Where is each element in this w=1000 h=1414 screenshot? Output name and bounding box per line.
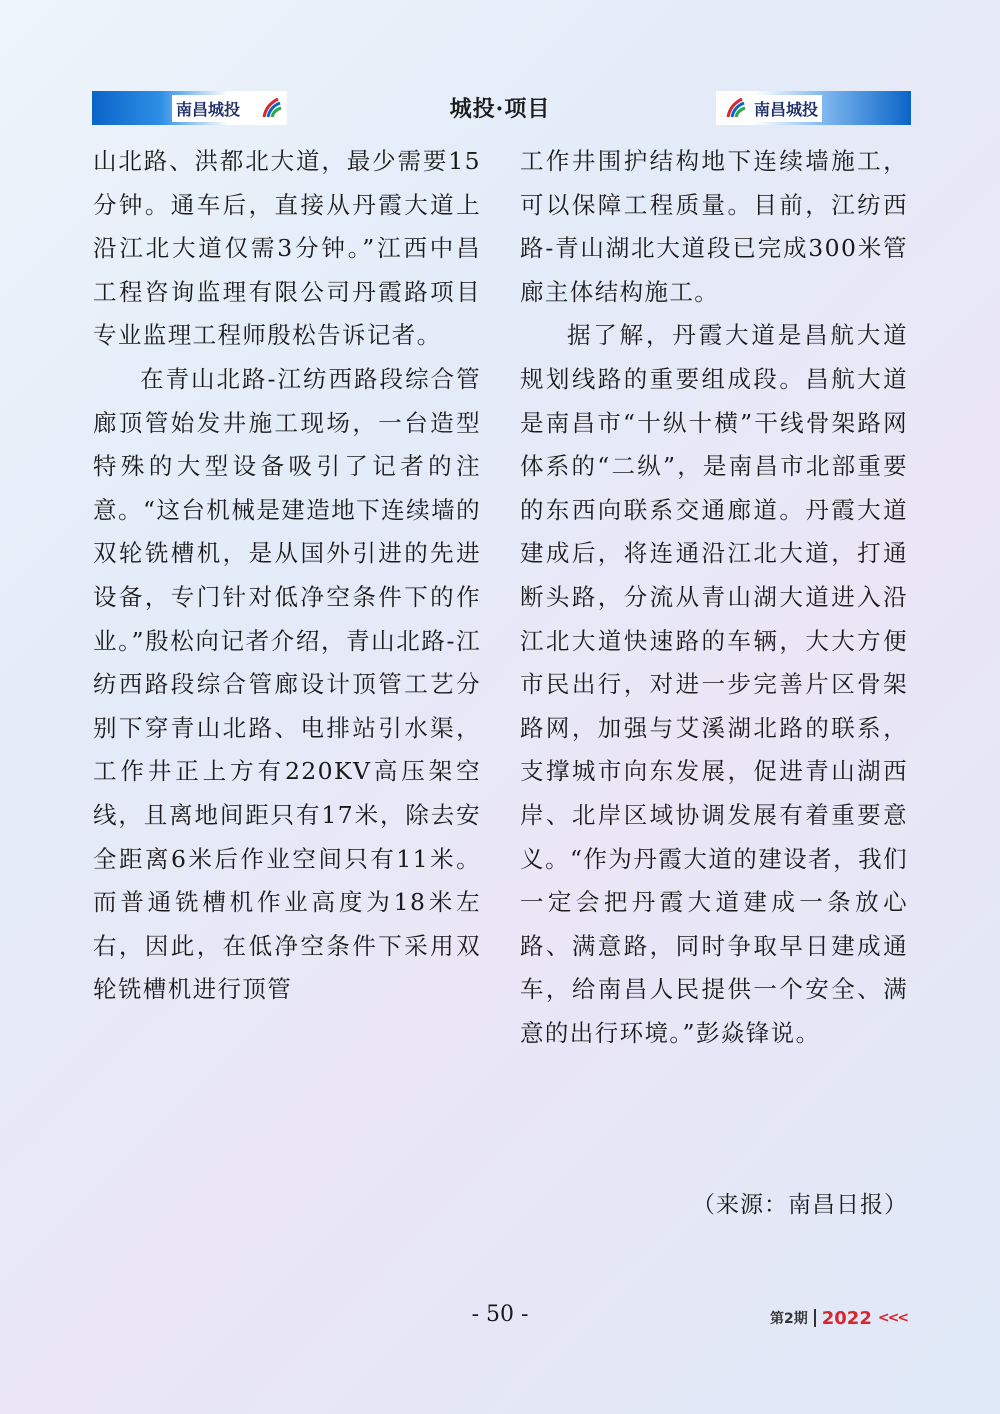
paragraph: 据了解，丹霞大道是昌航大道规划线路的重要组成段。昌航大道是南昌市“十纵十横”干线骨架路网体系的“二纵”，是南昌市北部重要的东西向联系交通廊道。丹霞大道建成后，将连通沿江北大道，打通断头路，分流从青山湖大道进入沿江北大道快速路的车辆，大大方便市民出行，对进一步完善片区骨架路网，加强与艾溪湖北路的联系，支撑城市向东发展，促进青山湖西岸、北岸区域协调发展有着重要意义。“作为丹霞大道的建设者，我们一定会把丹霞大道建成一条放心路、满意路，同时争取早日建成通车，给南昌人民提供一个安全、满意的出行环境。”彭焱锋说。 (520, 321, 908, 1047)
article-source: （来源：南昌日报） (692, 1192, 908, 1218)
paragraph: 在青山北路-江纺西路段综合管廊顶管始发井施工现场，一台造型特殊的大型设备吸引了记者的注意。“这台机械是建造地下连续墙的双轮铣槽机，是从国外引进的先进设备，专门针对低净空条件下的作业。”殷松向记者介绍，青山北路-江纺西路段综合管廊设计顶管工艺分别下穿青山北路、电排站引水渠，工作井正上方有220KV高压架空线，且离地间距只有17米，除去安全距离6米后作业空间只有11米。而普通铣槽机作业高度为18米左右，因此，在低净空条件下采用双轮铣槽机进行顶管 (93, 364, 481, 1004)
brand-name-left: 南昌城投 (172, 95, 244, 122)
page-number: - 50 - (471, 1302, 529, 1327)
article-column-left (93, 140, 481, 1012)
header-brand-right (716, 91, 911, 125)
brand-name-right: 南昌城投 (750, 95, 822, 122)
issue-label: 第2期 (770, 1311, 808, 1327)
issue-divider (814, 1309, 816, 1327)
issue-badge (770, 1306, 907, 1330)
paragraph: 工作井围护结构地下连续墙施工，可以保障工程质量。目前，江纺西路-青山湖北大道段已完成300米管廊主体结构施工。 (520, 147, 908, 306)
issue-year: 2022 (821, 1307, 872, 1329)
section-title: 城投·项目 (449, 96, 551, 122)
paragraph: 山北路、洪都北大道，最少需要15分钟。通车后，直接从丹霞大道上沿江北大道仅需3分钟。”江西中昌工程咨询监理有限公司丹霞路项目专业监理工程师殷松告诉记者。 (93, 147, 481, 350)
article-column-right (520, 140, 908, 1055)
brand-logo-icon (722, 95, 748, 121)
chevrons-left-icon: <<< (877, 1310, 908, 1326)
